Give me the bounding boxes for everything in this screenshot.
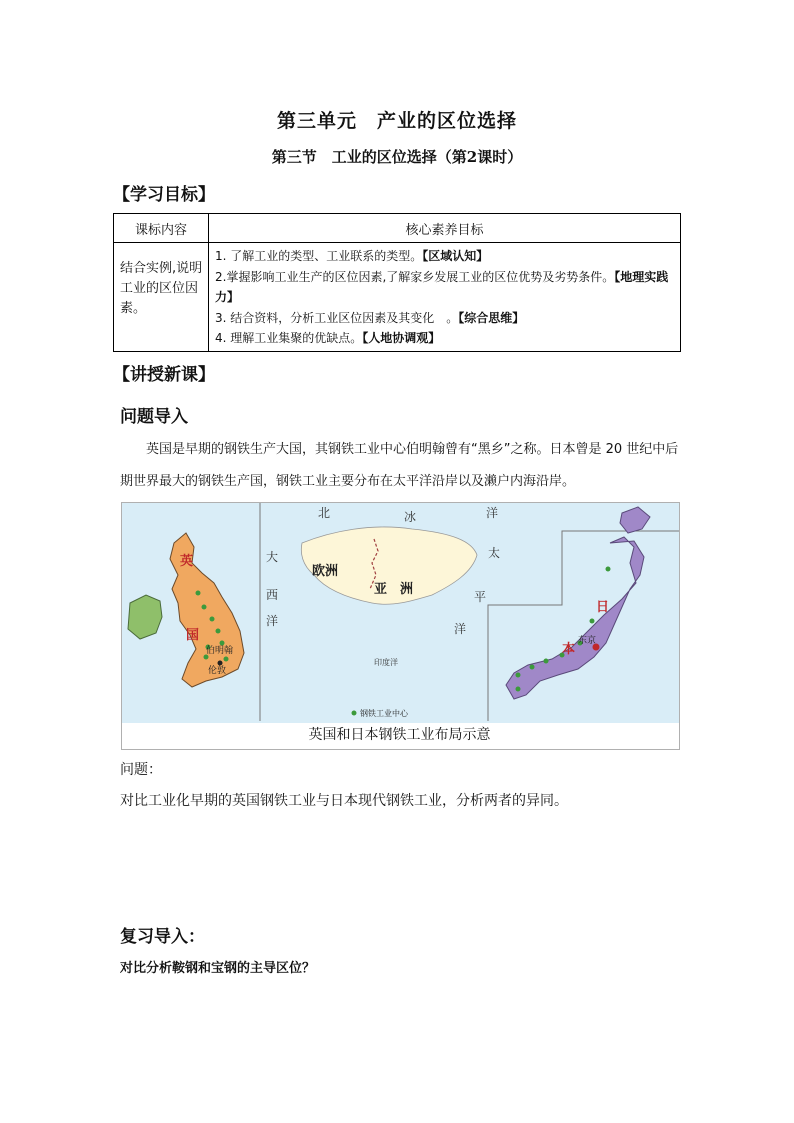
lesson-heading: 【讲授新课】: [113, 365, 215, 385]
question-label: 问题：: [120, 762, 162, 778]
steel-center-dot: [516, 687, 521, 692]
map-label: 洋: [266, 614, 279, 628]
standard-cell: 结合实例,说明工业的区位因素。: [114, 243, 209, 352]
map-label: 大: [266, 550, 279, 564]
review-question: 对比分析鞍钢和宝钢的主导区位？: [120, 961, 316, 976]
intro-paragraph: 英国是早期的钢铁生产大国，其钢铁工业中心伯明翰曾有“黑乡”之称。日本曾是 20 世纪中后期世界最大的钢铁生产国，钢铁工业主要分布在太平洋沿岸以及濑户内海沿岸。: [120, 442, 679, 489]
map-label: 英: [180, 554, 194, 569]
map-label: 北: [318, 506, 331, 520]
map-label: 洋: [486, 506, 499, 520]
map-label: 国: [186, 628, 200, 643]
map-caption: 英国和日本钢铁工业布局示意: [308, 727, 491, 743]
steel-center-dot: [224, 657, 229, 662]
steel-center-dot: [544, 659, 549, 664]
col-header-standard: 课标内容: [114, 214, 209, 243]
goal-item: 1. 了解工业的类型、工业联系的类型。【区域认知】: [215, 249, 489, 263]
goals-heading: 【学习目标】: [113, 185, 215, 205]
map-label: 洋: [454, 622, 467, 636]
map-label: 平: [474, 590, 487, 604]
steel-center-dot: [216, 629, 221, 634]
question-text: 对比工业化早期的英国钢铁工业与日本现代钢铁工业，分析两者的异同。: [120, 793, 568, 809]
map-label: 日: [596, 600, 610, 615]
map-label: 本: [562, 642, 576, 657]
intro-title: 问题导入: [120, 407, 188, 427]
map-label: 东京: [578, 636, 597, 646]
map-legend-label: 钢铁工业中心: [360, 709, 408, 718]
london-dot: [218, 661, 223, 666]
steel-industry-map: [121, 502, 680, 750]
map-label: 亚 洲: [374, 582, 414, 597]
map-label: 太: [488, 546, 501, 560]
goal-item: 4. 理解工业集聚的优缺点。【人地协调观】: [215, 331, 441, 345]
steel-center-dot: [516, 673, 521, 678]
goal-item: 2.掌握影响工业生产的区位因素,了解家乡发展工业的区位优势及劣势条件。【地理实践力】: [215, 269, 669, 304]
steel-center-dot: [220, 641, 225, 646]
map-label: 冰: [404, 510, 417, 524]
map-label: 西: [266, 588, 279, 602]
map-label: 伯明翰: [206, 646, 234, 656]
steel-center-dot: [606, 567, 611, 572]
learning-goals-table: [113, 213, 681, 352]
review-title: 复习导入：: [120, 927, 205, 947]
steel-center-dot: [530, 665, 535, 670]
unit-title: 第三单元 产业的区位选择: [276, 110, 517, 132]
goal-item: 3. 结合资料，分析工业区位因素及其变化 。【综合思维】: [215, 310, 525, 325]
map-label: 欧洲: [312, 564, 339, 579]
steel-center-dot: [210, 617, 215, 622]
map-label: 伦敦: [208, 666, 227, 676]
steel-center-dot: [590, 619, 595, 624]
section-title: 第三节 工业的区位选择（第2课时）: [271, 148, 523, 166]
goals-cell: [209, 243, 681, 352]
legend-dot: [352, 711, 357, 716]
steel-center-dot: [196, 591, 201, 596]
map-label: 印度洋: [374, 658, 398, 667]
col-header-literacy: 核心素养目标: [209, 214, 681, 243]
steel-center-dot: [202, 605, 207, 610]
map-svg: [122, 503, 679, 723]
